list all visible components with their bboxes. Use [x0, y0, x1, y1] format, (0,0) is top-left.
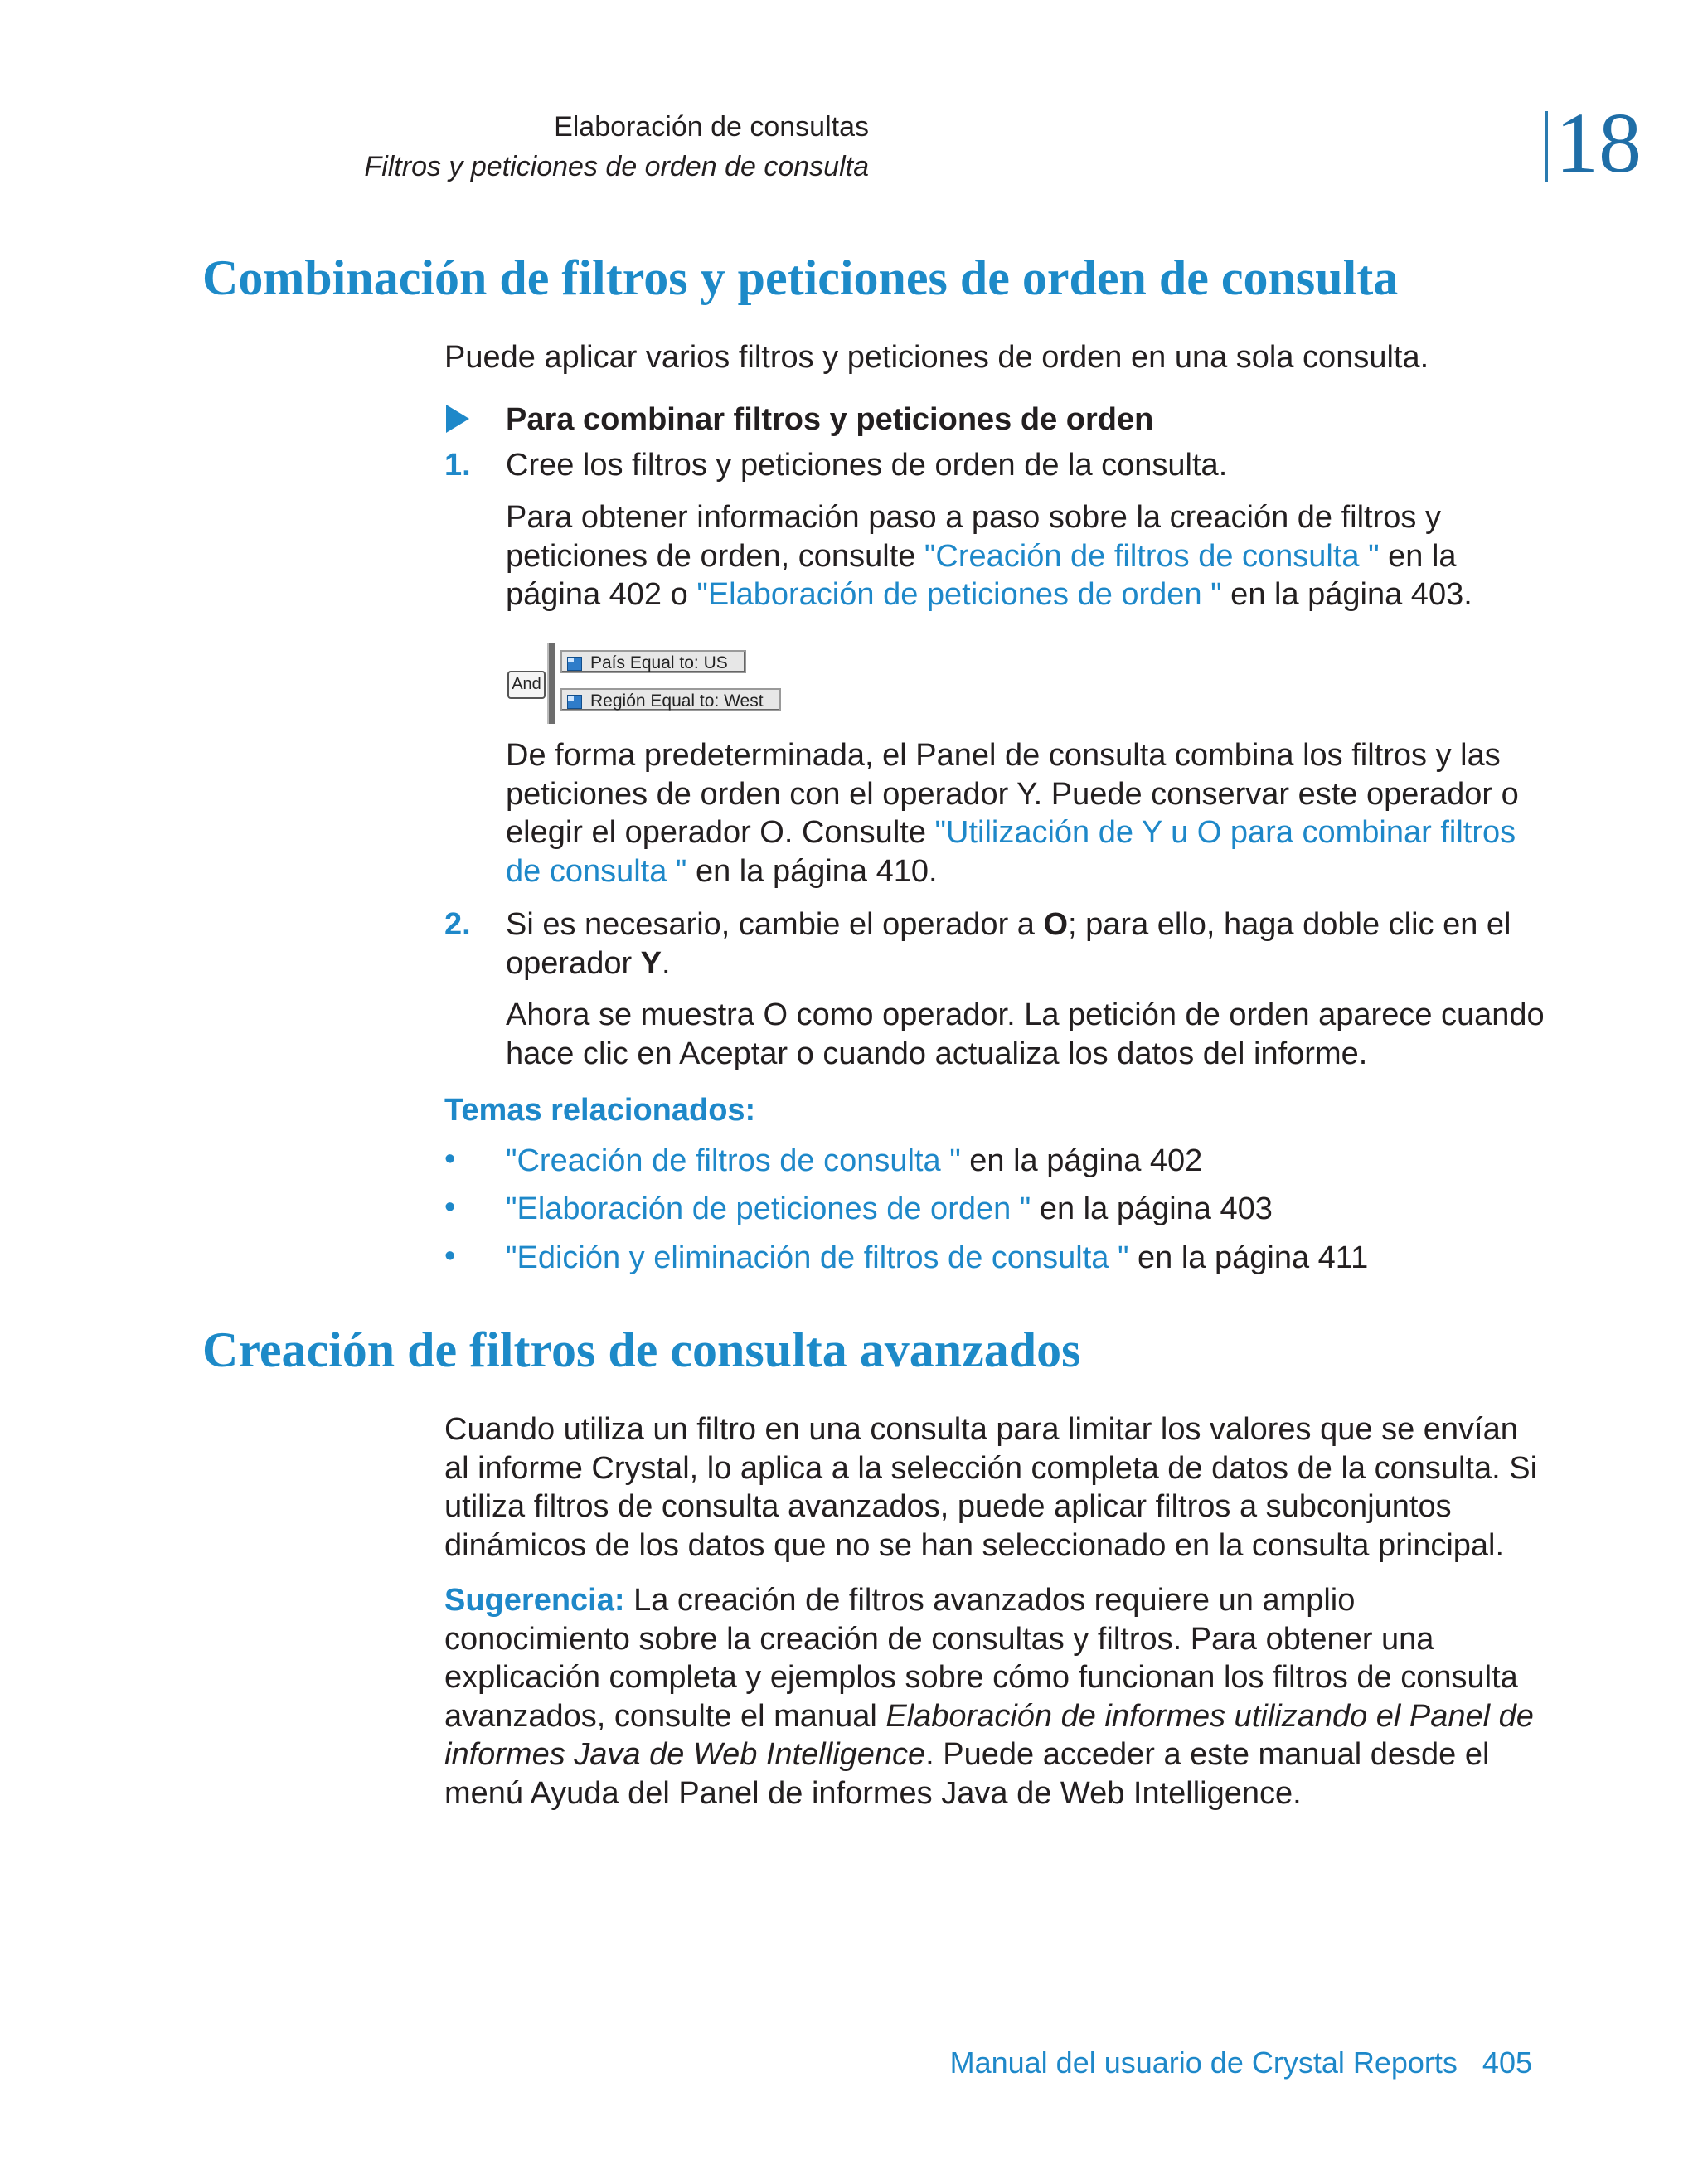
running-header-section: Filtros y peticiones de orden de consulta [364, 151, 869, 182]
tip-text-a: La creación de filtros avanzados requiere un amplio conocimiento sobre la creación de consultas y filtros. Para obtener una explicación completa y ejemplos sobre cómo funcionan los filtros de consulta avanzados, consulte el manual [444, 1583, 1518, 1734]
operator-bracket [547, 643, 555, 724]
default-text-b: en la página 410. [686, 853, 938, 889]
chapter-number: 18 [1555, 95, 1642, 191]
filter-label-pais: País Equal to: US [590, 653, 728, 672]
related-topics-heading: Temas relacionados: [444, 1093, 756, 1128]
filter-label-region: Región Equal to: West [590, 692, 764, 711]
step-2-text-a: Si es necesario, cambie el operador a [506, 907, 1044, 942]
step-number-1: 1. [444, 448, 471, 483]
related-suffix-3: en la página 411 [1128, 1240, 1369, 1275]
default-operator-paragraph [506, 736, 1550, 891]
section-heading-filtros-avanzados: Creación de filtros de consulta avanzados [202, 1323, 1081, 1377]
related-link-1[interactable]: "Creación de filtros de consulta " [506, 1143, 961, 1178]
tip-manual-title: Elaboración de informes utilizando el Panel de informes Java de Web Intelligence [444, 1698, 1534, 1772]
step-2-text-b: ; para ello, haga doble clic en el operador [506, 907, 1511, 981]
related-suffix-2: en la página 403 [1031, 1191, 1273, 1226]
link-utilizacion-y-u-o[interactable]: "Utilización de Y u O para combinar filtros de consulta " [506, 815, 1516, 889]
section-heading-combinacion: Combinación de filtros y peticiones de orden de consulta [202, 250, 1399, 305]
procedure-arrow-icon [446, 405, 469, 433]
page-footer [950, 2045, 1532, 2081]
tip-text-b: . Puede acceder a este manual desde el menú Ayuda del Panel de informes Java de Web Intelligence. [444, 1737, 1490, 1811]
step-2-text-c: . [662, 945, 671, 981]
header-divider [1545, 111, 1548, 182]
and-operator-box: And [507, 671, 546, 699]
step-number-2: 2. [444, 907, 471, 942]
related-link-3[interactable]: "Edición y eliminación de filtros de consulta " [506, 1240, 1129, 1275]
procedure-title: Para combinar filtros y peticiones de orden [506, 402, 1154, 437]
filter-icon [567, 657, 582, 671]
step-2-text [506, 905, 1550, 983]
step-1-detail-text-c: en la página 403. [1221, 577, 1472, 612]
step-1-detail [506, 498, 1550, 614]
link-elaboracion-peticiones[interactable]: "Elaboración de peticiones de orden " [696, 577, 1222, 612]
related-item [506, 1190, 1550, 1229]
step-2-detail: Ahora se muestra O como operador. La petición de orden aparece cuando hace clic en Aceptar o cuando actualiza los datos del informe. [506, 997, 1545, 1071]
related-item [506, 1239, 1550, 1278]
step-2-bold-o: O [1043, 907, 1069, 942]
link-creacion-filtros[interactable]: "Creación de filtros de consulta " [924, 538, 1380, 574]
bullet-icon: • [444, 1190, 456, 1225]
step-2-bold-y: Y [640, 945, 662, 981]
filter-icon [567, 695, 582, 709]
footer-page-number: 405 [1482, 2046, 1532, 2080]
step-1-detail-text-a: Para obtener información paso a paso sobre la creación de filtros y peticiones de orden, consulte [506, 500, 1441, 574]
tip-label: Sugerencia: [444, 1583, 625, 1618]
running-header-chapter: Elaboración de consultas [554, 111, 869, 143]
query-filter-screenshot [506, 643, 788, 726]
filter-item-region [560, 688, 781, 711]
bullet-icon: • [444, 1142, 456, 1177]
tip-paragraph [444, 1581, 1547, 1813]
default-text-a: De forma predeterminada, el Panel de consulta combina los filtros y las peticiones de orden con el operador Y. Puede conservar este operador o elegir el operador O. Consulte [506, 738, 1519, 850]
step-1-text: Cree los filtros y peticiones de orden de la consulta. [506, 448, 1228, 483]
intro-paragraph: Puede aplicar varios filtros y peticiones de orden en una sola consulta. [444, 340, 1429, 375]
related-suffix-1: en la página 402 [960, 1143, 1203, 1178]
footer-manual-title: Manual del usuario de Crystal Reports [949, 2046, 1458, 2080]
bullet-icon: • [444, 1239, 456, 1274]
step-1-detail-text-b: en la página 402 o [506, 538, 1457, 612]
filter-item-pais [560, 650, 746, 673]
advanced-filters-paragraph: Cuando utiliza un filtro en una consulta para limitar los valores que se envían al informe Crystal, lo aplica a la selección completa de datos de la consulta. Si utiliza filtros de consulta avanzados, puede aplicar filtros a subconjuntos dinámicos de los datos que no se han seleccionado en la consulta principal. [444, 1412, 1538, 1563]
related-link-2[interactable]: "Elaboración de peticiones de orden " [506, 1191, 1031, 1226]
related-item [506, 1142, 1550, 1181]
